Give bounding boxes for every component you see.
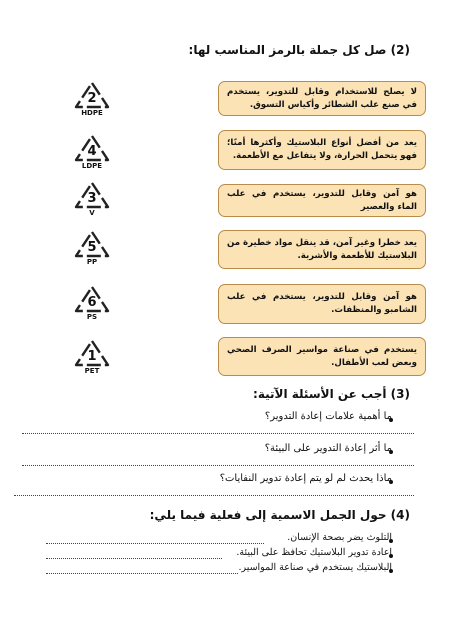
sentence-card-4[interactable] xyxy=(218,230,426,269)
sentence-text: يعد من أفضل أنواع البلاستيك وأكثرها أمنًا؛ فهو يتحمل الحرارة، ولا يتفاعل مع الأطعمة. xyxy=(227,138,417,161)
sentence-card-6[interactable] xyxy=(218,337,426,376)
answer-line-3[interactable] xyxy=(14,495,414,496)
symbol-number: 3 xyxy=(87,191,97,206)
conversion-line-2[interactable] xyxy=(46,558,222,559)
symbol-code: PS xyxy=(86,313,98,321)
symbol-number: 4 xyxy=(87,144,97,159)
conversion-item-2: إعادة تدوير البلاستيك تحافظ على البيئة. xyxy=(236,547,392,558)
conversion-item-3: البلاستيك يستخدم في صناعة المواسير. xyxy=(238,562,392,573)
recycle-triangle-icon xyxy=(72,338,112,368)
sentence-text: هو آمن وقابل للتدوير، يستخدم في علب الشامبو والمنظفات. xyxy=(227,292,417,315)
section-2-heading: (2) صل كل جملة بالرمز المناسب لها: xyxy=(188,43,410,57)
section-4-heading: (4) حول الجمل الاسمية إلى فعلية فيما يلي: xyxy=(149,508,410,522)
recycle-triangle-icon xyxy=(72,229,112,259)
symbol-code: PP xyxy=(86,258,98,266)
symbol-code: PET xyxy=(84,367,100,375)
conversion-line-1[interactable] xyxy=(46,543,264,544)
recycle-symbol-hdpe[interactable] xyxy=(72,80,112,117)
question-2: ما أثر إعادة التدوير على البيئة؟ xyxy=(264,443,392,454)
sentence-card-5[interactable] xyxy=(218,284,426,324)
sentence-card-3[interactable] xyxy=(218,184,426,217)
sentence-card-2[interactable] xyxy=(218,130,426,170)
question-1: ما أهمية علامات إعادة التدوير؟ xyxy=(264,411,392,422)
symbol-code: HDPE xyxy=(81,109,103,117)
recycle-symbol-ps[interactable] xyxy=(72,284,112,321)
symbol-number: 6 xyxy=(87,295,97,310)
section-3-heading: (3) أجب عن الأسئلة الآتية: xyxy=(253,387,410,401)
recycle-triangle-icon xyxy=(72,284,112,314)
recycle-symbol-ldpe[interactable] xyxy=(72,133,112,170)
recycle-triangle-icon xyxy=(72,133,112,163)
recycle-triangle-icon xyxy=(72,80,112,110)
symbol-code: V xyxy=(89,209,95,217)
sentence-text: لا يصلح للاستخدام وقابل للتدوير، يستخدم في صنع علب الشطائر وأكياس التسوق. xyxy=(227,86,417,110)
conversion-line-3[interactable] xyxy=(46,573,238,574)
recycle-triangle-icon xyxy=(72,180,112,210)
recycle-symbol-pet[interactable] xyxy=(72,338,112,375)
symbol-number: 1 xyxy=(87,349,97,364)
conversion-item-1: التلوث يضر بصحة الإنسان. xyxy=(287,532,392,543)
recycle-symbol-v[interactable] xyxy=(72,180,112,217)
sentence-card-1[interactable] xyxy=(218,81,426,116)
symbol-number: 2 xyxy=(87,91,97,106)
symbol-number: 5 xyxy=(87,240,97,255)
question-3: ماذا يحدث لم لو يتم إعادة تدوير النفايات؟ xyxy=(219,473,392,484)
sentence-text: يستخدم في صناعة مواسير الصرف الصحي وبعض لعب الأطفال. xyxy=(227,344,417,368)
recycle-symbol-pp[interactable] xyxy=(72,229,112,266)
sentence-text: يعد خطرا وغير آمن، قد ينقل مواد خطيرة من البلاستيك للأطعمة والأشربة. xyxy=(227,237,417,261)
sentence-text: هو آمن وقابل للتدوير، يستخدم في علب الماء والعصير xyxy=(227,188,417,212)
answer-line-1[interactable] xyxy=(22,433,414,434)
symbol-code: LDPE xyxy=(81,162,103,170)
answer-line-2[interactable] xyxy=(22,465,414,466)
